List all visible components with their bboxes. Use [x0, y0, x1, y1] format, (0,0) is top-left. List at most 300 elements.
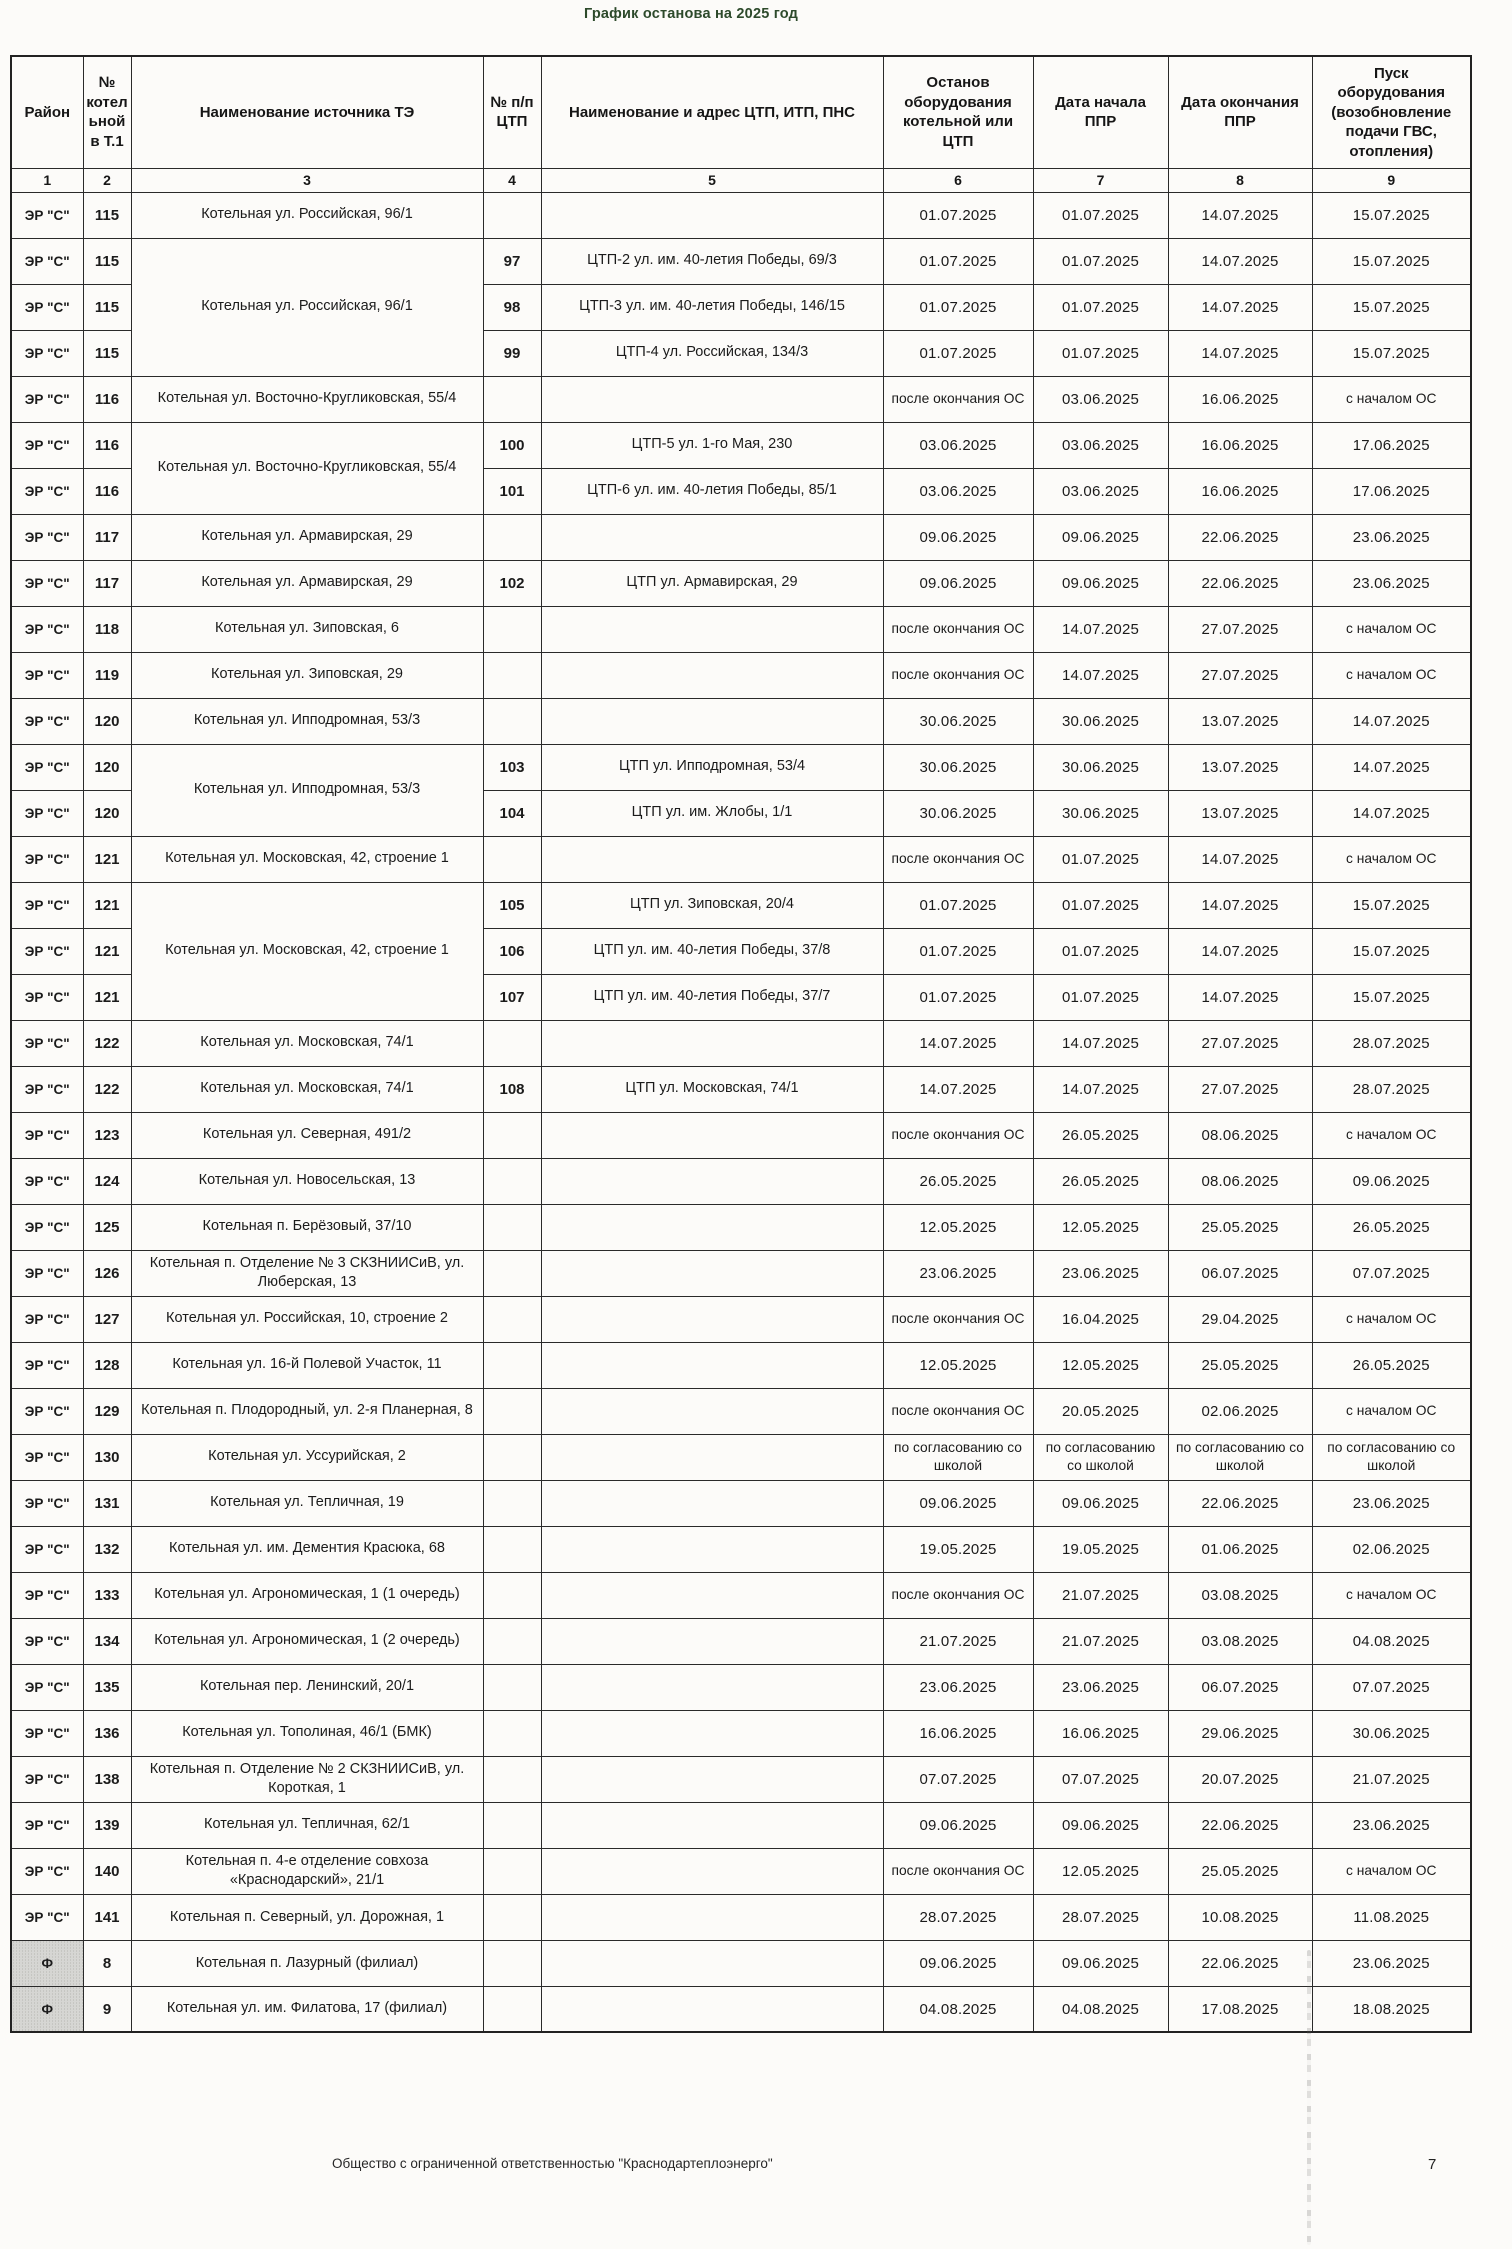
- cell-district: ЭР "С": [11, 606, 83, 652]
- cell-ctp-name: [541, 1802, 883, 1848]
- cell-district: ЭР "С": [11, 1296, 83, 1342]
- cell-ctp-no: [483, 1158, 541, 1204]
- cell-ppr-end: 14.07.2025: [1168, 192, 1312, 238]
- cell-district: ЭР "С": [11, 1066, 83, 1112]
- cell-ctp-name: [541, 1020, 883, 1066]
- cell-ppr-end: 14.07.2025: [1168, 836, 1312, 882]
- cell-source-name: Котельная ул. Московская, 42, строение 1: [131, 882, 483, 1020]
- cell-district: ЭР "С": [11, 192, 83, 238]
- table-row: [11, 606, 1471, 652]
- cell-ppr-end: 20.07.2025: [1168, 1756, 1312, 1802]
- cell-stop: 28.07.2025: [883, 1894, 1033, 1940]
- cell-district: ЭР "С": [11, 1388, 83, 1434]
- cell-launch: 09.06.2025: [1312, 1158, 1471, 1204]
- table-row: [11, 376, 1471, 422]
- cell-ppr-start: 19.05.2025: [1033, 1526, 1168, 1572]
- cell-district: ЭР "С": [11, 1158, 83, 1204]
- cell-source-name: Котельная ул. 16-й Полевой Участок, 11: [131, 1342, 483, 1388]
- cell-ppr-end: 14.07.2025: [1168, 928, 1312, 974]
- cell-ctp-name: [541, 1250, 883, 1296]
- cell-district: ЭР "С": [11, 514, 83, 560]
- cell-ctp-no: 98: [483, 284, 541, 330]
- cell-ctp-no: [483, 1296, 541, 1342]
- cell-ctp-no: 103: [483, 744, 541, 790]
- cell-launch: 15.07.2025: [1312, 192, 1471, 238]
- cell-ppr-start: 12.05.2025: [1033, 1342, 1168, 1388]
- cell-ppr-end: 22.06.2025: [1168, 1802, 1312, 1848]
- cell-ppr-start: 16.06.2025: [1033, 1710, 1168, 1756]
- cell-ctp-no: [483, 1618, 541, 1664]
- cell-ppr-end: 06.07.2025: [1168, 1664, 1312, 1710]
- cell-ppr-start: 23.06.2025: [1033, 1664, 1168, 1710]
- table-row: [11, 744, 1471, 790]
- cell-ppr-end: 22.06.2025: [1168, 514, 1312, 560]
- column-number-cell: 2: [83, 168, 131, 192]
- cell-ctp-no: [483, 1756, 541, 1802]
- cell-launch: с началом ОС: [1312, 1848, 1471, 1894]
- header-cell: Район: [11, 56, 83, 168]
- header-cell: Дата окончания ППР: [1168, 56, 1312, 168]
- cell-launch: 23.06.2025: [1312, 1480, 1471, 1526]
- table-row: [11, 514, 1471, 560]
- cell-boiler-no: 133: [83, 1572, 131, 1618]
- cell-district: ЭР "С": [11, 376, 83, 422]
- cell-ppr-start: 01.07.2025: [1033, 836, 1168, 882]
- column-number-cell: 9: [1312, 168, 1471, 192]
- cell-ctp-no: [483, 652, 541, 698]
- cell-ctp-name: [541, 836, 883, 882]
- cell-ppr-end: 13.07.2025: [1168, 790, 1312, 836]
- table-body: [11, 192, 1471, 2032]
- cell-source-name: Котельная ул. Российская, 10, строение 2: [131, 1296, 483, 1342]
- cell-ppr-start: 30.06.2025: [1033, 790, 1168, 836]
- cell-boiler-no: 140: [83, 1848, 131, 1894]
- cell-ctp-no: [483, 376, 541, 422]
- cell-stop: по согласованию со школой: [883, 1434, 1033, 1480]
- cell-ppr-end: 02.06.2025: [1168, 1388, 1312, 1434]
- cell-ctp-name: ЦТП ул. Ипподромная, 53/4: [541, 744, 883, 790]
- cell-boiler-no: 128: [83, 1342, 131, 1388]
- cell-ctp-no: [483, 836, 541, 882]
- cell-district: ЭР "С": [11, 1434, 83, 1480]
- cell-launch: 15.07.2025: [1312, 928, 1471, 974]
- cell-ppr-start: 07.07.2025: [1033, 1756, 1168, 1802]
- cell-stop: 23.06.2025: [883, 1664, 1033, 1710]
- cell-boiler-no: 123: [83, 1112, 131, 1158]
- cell-source-name: Котельная ул. Зиповская, 29: [131, 652, 483, 698]
- column-number-cell: 3: [131, 168, 483, 192]
- cell-source-name: Котельная ул. Тепличная, 62/1: [131, 1802, 483, 1848]
- cell-ctp-name: [541, 1940, 883, 1986]
- table-row: [11, 1664, 1471, 1710]
- cell-stop: 14.07.2025: [883, 1066, 1033, 1112]
- header-cell: Наименование и адрес ЦТП, ИТП, ПНС: [541, 56, 883, 168]
- cell-stop: 07.07.2025: [883, 1756, 1033, 1802]
- table-row: [11, 1618, 1471, 1664]
- page-title: График останова на 2025 год: [583, 6, 799, 22]
- cell-ctp-no: 102: [483, 560, 541, 606]
- cell-district: ЭР "С": [11, 928, 83, 974]
- cell-launch: 14.07.2025: [1312, 744, 1471, 790]
- cell-stop: 16.06.2025: [883, 1710, 1033, 1756]
- table-row: [11, 882, 1471, 928]
- cell-ctp-name: ЦТП ул. им. 40-летия Победы, 37/7: [541, 974, 883, 1020]
- cell-boiler-no: 122: [83, 1020, 131, 1066]
- cell-ppr-start: 01.07.2025: [1033, 192, 1168, 238]
- cell-ppr-end: 16.06.2025: [1168, 468, 1312, 514]
- cell-stop: 01.07.2025: [883, 284, 1033, 330]
- cell-ctp-name: ЦТП ул. Зиповская, 20/4: [541, 882, 883, 928]
- cell-ppr-start: 03.06.2025: [1033, 376, 1168, 422]
- cell-ctp-name: [541, 1480, 883, 1526]
- cell-ppr-start: 21.07.2025: [1033, 1572, 1168, 1618]
- cell-launch: 28.07.2025: [1312, 1066, 1471, 1112]
- cell-stop: 09.06.2025: [883, 1802, 1033, 1848]
- cell-source-name: Котельная ул. Ипподромная, 53/3: [131, 744, 483, 836]
- cell-ctp-name: [541, 606, 883, 652]
- cell-stop: 09.06.2025: [883, 1940, 1033, 1986]
- cell-ppr-end: 29.06.2025: [1168, 1710, 1312, 1756]
- cell-boiler-no: 118: [83, 606, 131, 652]
- cell-ctp-name: ЦТП ул. им. 40-летия Победы, 37/8: [541, 928, 883, 974]
- cell-district: ЭР "С": [11, 790, 83, 836]
- cell-boiler-no: 122: [83, 1066, 131, 1112]
- cell-ppr-end: 29.04.2025: [1168, 1296, 1312, 1342]
- shutdown-schedule-table: [10, 55, 1472, 2033]
- cell-ppr-end: по согласованию со школой: [1168, 1434, 1312, 1480]
- cell-ctp-no: [483, 1342, 541, 1388]
- cell-ppr-end: 08.06.2025: [1168, 1158, 1312, 1204]
- cell-ctp-no: 107: [483, 974, 541, 1020]
- cell-boiler-no: 120: [83, 698, 131, 744]
- table-row: [11, 1434, 1471, 1480]
- cell-launch: 28.07.2025: [1312, 1020, 1471, 1066]
- cell-boiler-no: 121: [83, 836, 131, 882]
- cell-ctp-no: [483, 1434, 541, 1480]
- cell-source-name: Котельная ул. Армавирская, 29: [131, 514, 483, 560]
- cell-ctp-name: [541, 1986, 883, 2032]
- cell-ctp-name: [541, 1894, 883, 1940]
- cell-boiler-no: 9: [83, 1986, 131, 2032]
- header-cell: № п/п ЦТП: [483, 56, 541, 168]
- footer-company: Общество с ограниченной ответственностью "Краснодартеплоэнерго": [332, 2156, 773, 2171]
- cell-boiler-no: 136: [83, 1710, 131, 1756]
- cell-ctp-no: [483, 1526, 541, 1572]
- cell-ctp-name: [541, 1112, 883, 1158]
- cell-ppr-end: 27.07.2025: [1168, 1020, 1312, 1066]
- column-number-cell: 4: [483, 168, 541, 192]
- cell-ppr-start: 20.05.2025: [1033, 1388, 1168, 1434]
- cell-ctp-no: [483, 1986, 541, 2032]
- cell-district: ЭР "С": [11, 1664, 83, 1710]
- cell-boiler-no: 117: [83, 560, 131, 606]
- cell-ppr-end: 01.06.2025: [1168, 1526, 1312, 1572]
- cell-launch: 23.06.2025: [1312, 1802, 1471, 1848]
- cell-district: ЭР "С": [11, 468, 83, 514]
- cell-stop: после окончания ОС: [883, 376, 1033, 422]
- cell-stop: 01.07.2025: [883, 238, 1033, 284]
- cell-stop: 01.07.2025: [883, 974, 1033, 1020]
- cell-ctp-no: [483, 192, 541, 238]
- table-row: [11, 192, 1471, 238]
- cell-stop: 21.07.2025: [883, 1618, 1033, 1664]
- cell-ppr-start: 09.06.2025: [1033, 1802, 1168, 1848]
- cell-ctp-no: 104: [483, 790, 541, 836]
- cell-ppr-end: 13.07.2025: [1168, 744, 1312, 790]
- cell-district: ЭР "С": [11, 1342, 83, 1388]
- cell-launch: с началом ОС: [1312, 836, 1471, 882]
- cell-ctp-no: [483, 1894, 541, 1940]
- cell-district: Ф: [11, 1986, 83, 2032]
- cell-launch: с началом ОС: [1312, 1572, 1471, 1618]
- cell-boiler-no: 121: [83, 882, 131, 928]
- table-row: [11, 1112, 1471, 1158]
- cell-boiler-no: 135: [83, 1664, 131, 1710]
- cell-ctp-name: ЦТП-5 ул. 1-го Мая, 230: [541, 422, 883, 468]
- table-row: [11, 1250, 1471, 1296]
- cell-source-name: Котельная п. Отделение № 2 СКЗНИИСиВ, ул. Короткая, 1: [131, 1756, 483, 1802]
- cell-ppr-end: 14.07.2025: [1168, 284, 1312, 330]
- cell-source-name: Котельная ул. Московская, 42, строение 1: [131, 836, 483, 882]
- cell-boiler-no: 116: [83, 468, 131, 514]
- column-number-cell: 5: [541, 168, 883, 192]
- cell-ppr-start: 26.05.2025: [1033, 1112, 1168, 1158]
- table-row: [11, 238, 1471, 284]
- cell-ctp-no: [483, 1020, 541, 1066]
- cell-ctp-name: [541, 1848, 883, 1894]
- cell-stop: 12.05.2025: [883, 1342, 1033, 1388]
- cell-ppr-start: 09.06.2025: [1033, 560, 1168, 606]
- cell-ppr-start: 01.07.2025: [1033, 284, 1168, 330]
- cell-boiler-no: 115: [83, 284, 131, 330]
- cell-ppr-start: 09.06.2025: [1033, 1480, 1168, 1526]
- cell-launch: с началом ОС: [1312, 1388, 1471, 1434]
- cell-boiler-no: 134: [83, 1618, 131, 1664]
- cell-ctp-no: [483, 606, 541, 652]
- cell-district: ЭР "С": [11, 1710, 83, 1756]
- cell-launch: 02.06.2025: [1312, 1526, 1471, 1572]
- cell-ctp-no: [483, 1940, 541, 1986]
- page-number: 7: [1428, 2156, 1437, 2173]
- cell-boiler-no: 127: [83, 1296, 131, 1342]
- cell-source-name: Котельная ул. Агрономическая, 1 (1 очередь): [131, 1572, 483, 1618]
- table-row: [11, 560, 1471, 606]
- cell-ppr-start: 03.06.2025: [1033, 468, 1168, 514]
- header-row: [11, 56, 1471, 168]
- cell-district: ЭР "С": [11, 284, 83, 330]
- cell-stop: 23.06.2025: [883, 1250, 1033, 1296]
- cell-launch: 15.07.2025: [1312, 882, 1471, 928]
- table-row: [11, 1020, 1471, 1066]
- cell-stop: 09.06.2025: [883, 560, 1033, 606]
- cell-ppr-end: 10.08.2025: [1168, 1894, 1312, 1940]
- cell-stop: после окончания ОС: [883, 836, 1033, 882]
- cell-ppr-end: 03.08.2025: [1168, 1572, 1312, 1618]
- cell-source-name: Котельная пер. Ленинский, 20/1: [131, 1664, 483, 1710]
- cell-source-name: Котельная ул. им. Филатова, 17 (филиал): [131, 1986, 483, 2032]
- cell-district: ЭР "С": [11, 882, 83, 928]
- table-row: [11, 698, 1471, 744]
- cell-ppr-end: 14.07.2025: [1168, 238, 1312, 284]
- cell-ctp-name: [541, 1526, 883, 1572]
- cell-ctp-no: [483, 1250, 541, 1296]
- cell-ppr-end: 25.05.2025: [1168, 1848, 1312, 1894]
- cell-stop: после окончания ОС: [883, 1296, 1033, 1342]
- cell-ppr-start: 09.06.2025: [1033, 1940, 1168, 1986]
- cell-source-name: Котельная ул. Новосельская, 13: [131, 1158, 483, 1204]
- cell-launch: с началом ОС: [1312, 606, 1471, 652]
- cell-district: ЭР "С": [11, 652, 83, 698]
- page-footer: [0, 2156, 1512, 2180]
- cell-boiler-no: 119: [83, 652, 131, 698]
- cell-boiler-no: 116: [83, 422, 131, 468]
- table-row: [11, 1158, 1471, 1204]
- cell-source-name: Котельная ул. Армавирская, 29: [131, 560, 483, 606]
- cell-ppr-start: 04.08.2025: [1033, 1986, 1168, 2032]
- cell-boiler-no: 125: [83, 1204, 131, 1250]
- cell-boiler-no: 139: [83, 1802, 131, 1848]
- cell-source-name: Котельная ул. Восточно-Кругликовская, 55/4: [131, 422, 483, 514]
- cell-ppr-start: 30.06.2025: [1033, 744, 1168, 790]
- cell-ctp-no: 100: [483, 422, 541, 468]
- cell-ctp-name: [541, 652, 883, 698]
- cell-district: ЭР "С": [11, 974, 83, 1020]
- cell-ppr-end: 14.07.2025: [1168, 330, 1312, 376]
- cell-source-name: Котельная ул. Московская, 74/1: [131, 1020, 483, 1066]
- cell-ppr-end: 13.07.2025: [1168, 698, 1312, 744]
- scan-artifact: [1307, 1950, 1311, 2245]
- cell-district: ЭР "С": [11, 1894, 83, 1940]
- cell-ctp-name: [541, 1296, 883, 1342]
- cell-district: ЭР "С": [11, 1480, 83, 1526]
- cell-ppr-start: 12.05.2025: [1033, 1848, 1168, 1894]
- cell-district: ЭР "С": [11, 1204, 83, 1250]
- cell-boiler-no: 116: [83, 376, 131, 422]
- cell-ppr-start: 28.07.2025: [1033, 1894, 1168, 1940]
- cell-ppr-end: 06.07.2025: [1168, 1250, 1312, 1296]
- cell-district: ЭР "С": [11, 1756, 83, 1802]
- cell-ctp-name: ЦТП ул. Московская, 74/1: [541, 1066, 883, 1112]
- cell-district: ЭР "С": [11, 836, 83, 882]
- cell-ppr-end: 27.07.2025: [1168, 652, 1312, 698]
- table-header: [11, 56, 1471, 192]
- cell-ctp-name: [541, 1204, 883, 1250]
- cell-district: ЭР "С": [11, 238, 83, 284]
- cell-ppr-start: 16.04.2025: [1033, 1296, 1168, 1342]
- cell-source-name: Котельная п. 4-е отделение совхоза «Краснодарский», 21/1: [131, 1848, 483, 1894]
- cell-source-name: Котельная п. Плодородный, ул. 2-я Планерная, 8: [131, 1388, 483, 1434]
- cell-district: ЭР "С": [11, 1020, 83, 1066]
- cell-ppr-start: 01.07.2025: [1033, 330, 1168, 376]
- cell-ppr-end: 14.07.2025: [1168, 974, 1312, 1020]
- cell-district: ЭР "С": [11, 330, 83, 376]
- cell-ctp-name: ЦТП ул. им. Жлобы, 1/1: [541, 790, 883, 836]
- cell-launch: по согласованию со школой: [1312, 1434, 1471, 1480]
- cell-launch: 14.07.2025: [1312, 790, 1471, 836]
- cell-ctp-name: ЦТП-2 ул. им. 40-летия Победы, 69/3: [541, 238, 883, 284]
- cell-ppr-end: 16.06.2025: [1168, 422, 1312, 468]
- cell-ppr-end: 25.05.2025: [1168, 1342, 1312, 1388]
- table-row: [11, 1526, 1471, 1572]
- cell-launch: 21.07.2025: [1312, 1756, 1471, 1802]
- cell-launch: 26.05.2025: [1312, 1204, 1471, 1250]
- column-number-cell: 7: [1033, 168, 1168, 192]
- cell-ctp-no: [483, 1802, 541, 1848]
- cell-launch: 07.07.2025: [1312, 1250, 1471, 1296]
- cell-source-name: Котельная ул. Агрономическая, 1 (2 очередь): [131, 1618, 483, 1664]
- cell-ctp-name: [541, 1342, 883, 1388]
- header-cell: Пуск оборудования (возобновление подачи ГВС, отопления): [1312, 56, 1471, 168]
- cell-stop: 30.06.2025: [883, 790, 1033, 836]
- cell-ctp-name: [541, 192, 883, 238]
- column-number-row: [11, 168, 1471, 192]
- cell-launch: 15.07.2025: [1312, 974, 1471, 1020]
- cell-ppr-end: 17.08.2025: [1168, 1986, 1312, 2032]
- cell-ppr-start: 01.07.2025: [1033, 882, 1168, 928]
- cell-ctp-no: [483, 1664, 541, 1710]
- cell-source-name: Котельная ул. Российская, 96/1: [131, 192, 483, 238]
- column-number-cell: 1: [11, 168, 83, 192]
- cell-ctp-name: [541, 514, 883, 560]
- table-row: [11, 1894, 1471, 1940]
- cell-ppr-start: 03.06.2025: [1033, 422, 1168, 468]
- cell-ppr-end: 22.06.2025: [1168, 1480, 1312, 1526]
- cell-stop: после окончания ОС: [883, 652, 1033, 698]
- cell-ppr-start: 14.07.2025: [1033, 1066, 1168, 1112]
- cell-ctp-no: [483, 1710, 541, 1756]
- cell-district: ЭР "С": [11, 1618, 83, 1664]
- cell-boiler-no: 117: [83, 514, 131, 560]
- cell-boiler-no: 126: [83, 1250, 131, 1296]
- cell-stop: после окончания ОС: [883, 1388, 1033, 1434]
- table-row: [11, 1572, 1471, 1618]
- cell-ctp-no: [483, 1848, 541, 1894]
- cell-source-name: Котельная ул. Тепличная, 19: [131, 1480, 483, 1526]
- cell-source-name: Котельная ул. Восточно-Кругликовская, 55/4: [131, 376, 483, 422]
- cell-source-name: Котельная п. Берёзовый, 37/10: [131, 1204, 483, 1250]
- cell-boiler-no: 115: [83, 238, 131, 284]
- cell-ppr-end: 08.06.2025: [1168, 1112, 1312, 1158]
- cell-launch: 23.06.2025: [1312, 1940, 1471, 1986]
- cell-stop: 14.07.2025: [883, 1020, 1033, 1066]
- cell-ctp-name: ЦТП-6 ул. им. 40-летия Победы, 85/1: [541, 468, 883, 514]
- table-row: [11, 1204, 1471, 1250]
- cell-source-name: Котельная ул. им. Дементия Красюка, 68: [131, 1526, 483, 1572]
- cell-launch: 30.06.2025: [1312, 1710, 1471, 1756]
- cell-stop: 30.06.2025: [883, 698, 1033, 744]
- cell-launch: 07.07.2025: [1312, 1664, 1471, 1710]
- table-row: [11, 1342, 1471, 1388]
- cell-launch: 23.06.2025: [1312, 560, 1471, 606]
- table-row: [11, 1388, 1471, 1434]
- cell-boiler-no: 121: [83, 974, 131, 1020]
- table-row: [11, 1848, 1471, 1894]
- cell-district: ЭР "С": [11, 422, 83, 468]
- cell-ctp-no: [483, 514, 541, 560]
- cell-ppr-start: по согласованию со школой: [1033, 1434, 1168, 1480]
- cell-ctp-name: [541, 698, 883, 744]
- cell-ctp-name: [541, 1158, 883, 1204]
- cell-boiler-no: 129: [83, 1388, 131, 1434]
- cell-source-name: Котельная ул. Московская, 74/1: [131, 1066, 483, 1112]
- cell-launch: 15.07.2025: [1312, 284, 1471, 330]
- cell-ppr-end: 16.06.2025: [1168, 376, 1312, 422]
- cell-ctp-no: 108: [483, 1066, 541, 1112]
- table-row: [11, 422, 1471, 468]
- table-row: [11, 1756, 1471, 1802]
- table-row: [11, 652, 1471, 698]
- cell-ctp-no: [483, 1572, 541, 1618]
